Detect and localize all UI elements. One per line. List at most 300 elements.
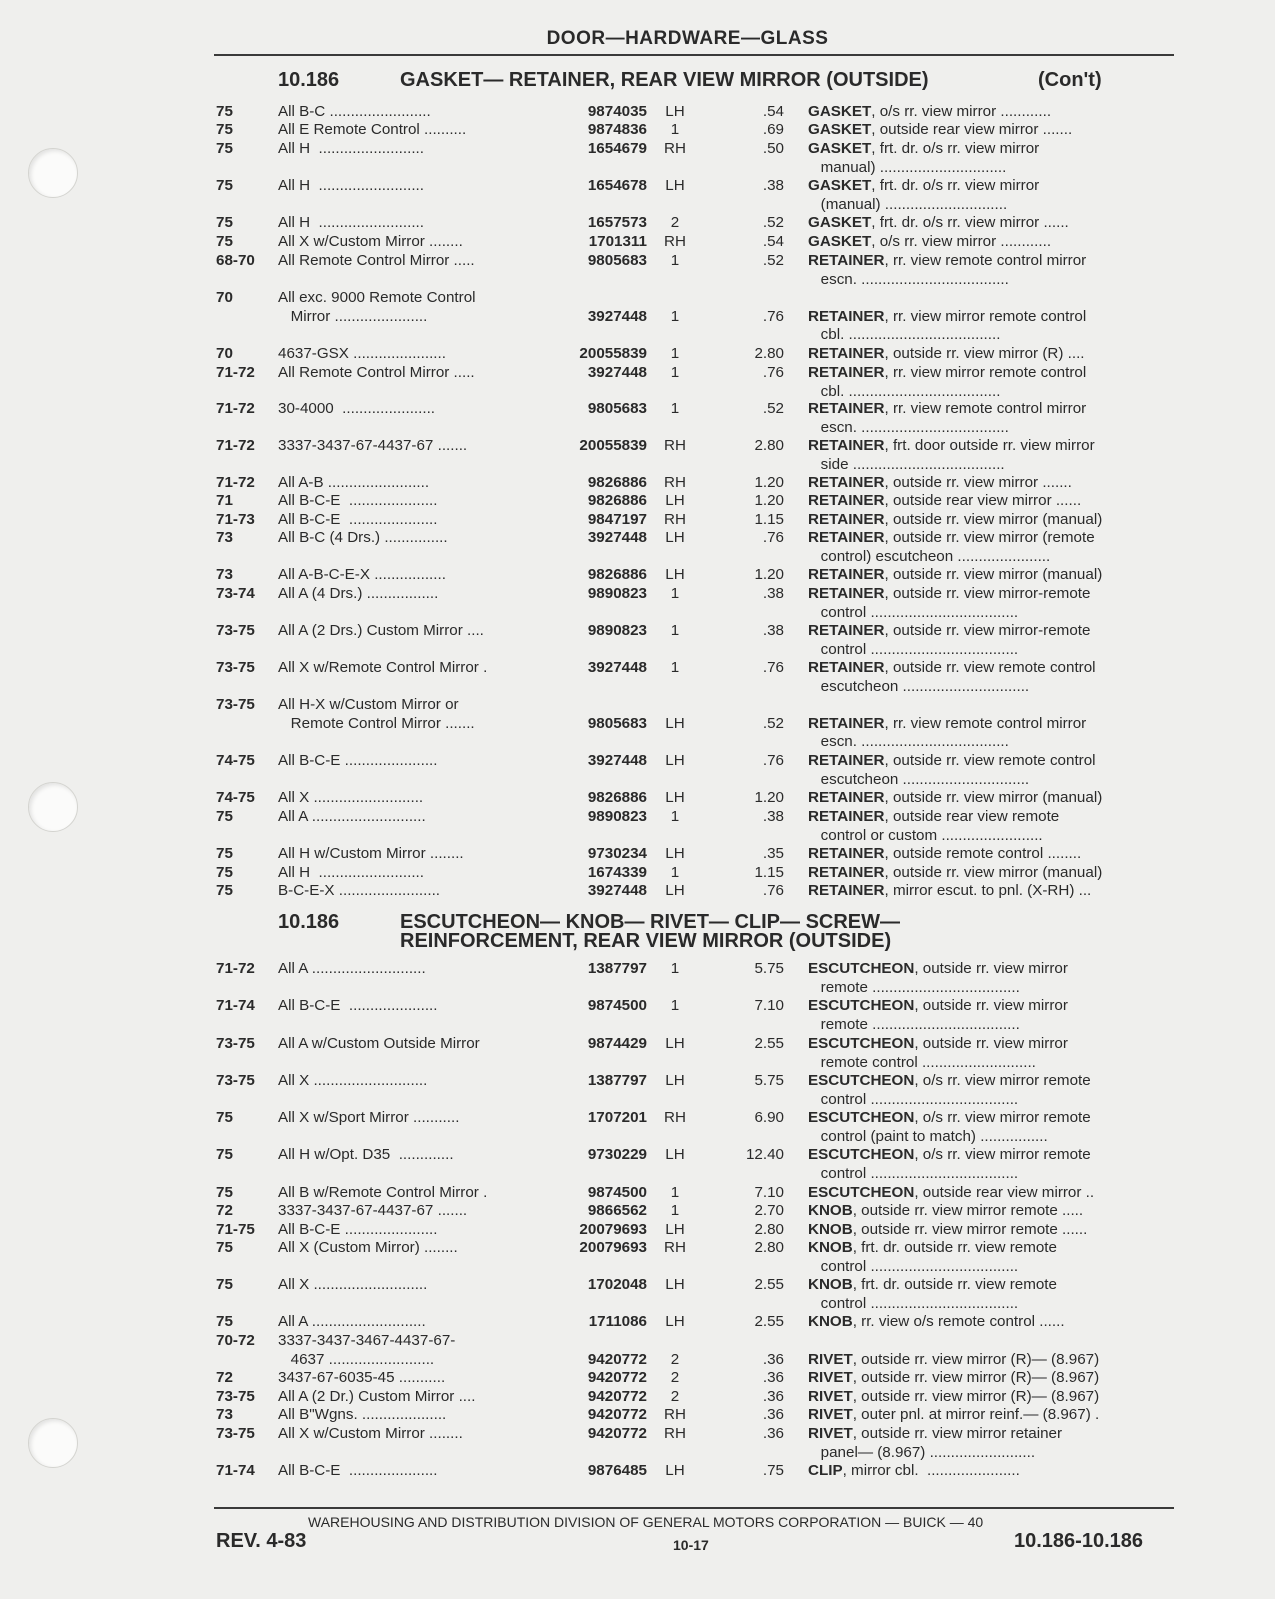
part-number: 9805683 — [587, 400, 647, 417]
application-text: All X w/Remote Control Mirror . — [278, 659, 488, 676]
part-number: 9420772 — [587, 1350, 647, 1368]
description-line: GASKET, o/s rr. view mirror ............ — [808, 233, 1052, 250]
quantity: 2 — [670, 214, 680, 231]
part-number: 9866562 — [587, 1202, 647, 1219]
application-text: All H-X w/Custom Mirror or — [278, 696, 459, 713]
part-number: 9730229 — [587, 1146, 647, 1163]
application-text: All X (Custom Mirror) ........ — [278, 1239, 458, 1256]
application-text: 3337-3437-67-4437-67 ....... — [278, 1202, 468, 1219]
description-line: KNOB, rr. view o/s remote control ...... — [808, 1313, 1065, 1330]
part-number: 9890823 — [587, 808, 647, 825]
model-year: 68-70 — [216, 252, 255, 269]
part-number: 9874035 — [587, 103, 647, 120]
price: 1.20 — [754, 789, 784, 806]
quantity: LH — [665, 845, 685, 862]
part-number: 1702048 — [587, 1276, 647, 1293]
model-year: 75 — [216, 121, 233, 138]
part-number: 3927448 — [587, 364, 647, 381]
quantity: LH — [665, 1072, 685, 1089]
price: .54 — [762, 233, 784, 250]
description-line: escn. ................................... — [808, 733, 1009, 750]
description-line: RETAINER, outside rr. view mirror-remote — [808, 585, 1091, 602]
description-line: control ................................... — [808, 640, 1019, 658]
part-number: 9420772 — [587, 1388, 647, 1405]
price: .76 — [762, 364, 784, 381]
section-number: 10.186 — [278, 69, 340, 91]
description-line: KNOB, frt. dr. outside rr. view remote — [808, 1239, 1057, 1256]
description-line: RETAINER, frt. door outside rr. view mirror — [808, 437, 1095, 454]
model-year: 71-74 — [216, 1462, 255, 1479]
description-line: GASKET, o/s rr. view mirror ............ — [808, 103, 1052, 120]
model-year: 75 — [216, 233, 233, 250]
model-year: 73-75 — [216, 1035, 255, 1052]
description-line: RIVET, outside rr. view mirror (R)— (8.967) — [808, 1369, 1100, 1386]
description-line: escn. ................................... — [808, 418, 1009, 436]
price: .52 — [762, 252, 784, 269]
description-line: RIVET, outer pnl. at mirror reinf.— (8.967) . — [808, 1406, 1100, 1423]
description-line: cbl. .................................... — [808, 382, 1001, 400]
price: 2.80 — [754, 1221, 784, 1238]
description-line: RETAINER, rr. view mirror remote control — [808, 307, 1087, 325]
part-number: 20055839 — [579, 345, 647, 362]
model-year: 75 — [216, 1313, 233, 1330]
footer-page-number: 10-17 — [673, 1537, 709, 1553]
punch-hole-top — [28, 148, 78, 198]
part-number: 1387797 — [587, 1072, 647, 1089]
footer-section-range: 10.186-10.186 — [1014, 1530, 1144, 1552]
model-year: 75 — [216, 214, 233, 231]
model-year: 71-72 — [216, 400, 255, 417]
description-line: RETAINER, outside rr. view mirror (manual) — [808, 511, 1103, 528]
model-year: 75 — [216, 1146, 233, 1163]
quantity: 1 — [670, 960, 680, 977]
part-number: 20055839 — [579, 437, 647, 454]
application-text: Mirror ...................... — [278, 307, 428, 325]
application-text: All A ........................... — [278, 1313, 426, 1330]
application-text: All B-C ........................ — [278, 103, 431, 120]
quantity: LH — [665, 1313, 685, 1330]
part-number: 9826886 — [587, 566, 647, 583]
part-number: 1654678 — [587, 177, 647, 194]
footer-revision: REV. 4-83 — [216, 1530, 307, 1552]
footer-rule — [214, 1507, 1174, 1509]
price: 2.70 — [754, 1202, 784, 1219]
price: .76 — [762, 529, 784, 546]
quantity: LH — [665, 566, 685, 583]
application-text: All A-B ........................ — [278, 474, 430, 491]
punch-hole-bottom — [28, 1418, 78, 1468]
application-text: 4637 ......................... — [278, 1350, 435, 1368]
part-number: 9874500 — [587, 1184, 647, 1201]
price: .38 — [762, 177, 784, 194]
description-line: RETAINER, rr. view remote control mirror — [808, 252, 1087, 269]
description-line: control or custom ........................ — [808, 826, 1043, 844]
description-line: (manual) ............................. — [808, 195, 1008, 213]
quantity: RH — [664, 140, 686, 157]
price: 1.15 — [754, 511, 784, 528]
part-number: 1387797 — [587, 960, 647, 977]
model-year: 73-75 — [216, 1425, 255, 1442]
price: 7.10 — [754, 997, 784, 1014]
model-year: 73-74 — [216, 585, 255, 602]
application-text: All A (4 Drs.) ................. — [278, 585, 439, 602]
quantity: 2 — [670, 1369, 680, 1386]
model-year: 71-72 — [216, 437, 255, 454]
description-line: ESCUTCHEON, o/s rr. view mirror remote — [808, 1109, 1091, 1126]
application-text: All B-C (4 Drs.) ............... — [278, 529, 448, 546]
part-number: 3927448 — [587, 882, 647, 899]
price: .76 — [762, 659, 784, 676]
description-line: remote ................................... — [808, 978, 1020, 996]
quantity: 1 — [670, 808, 680, 825]
model-year: 75 — [216, 103, 233, 120]
application-text: All exc. 9000 Remote Control — [278, 289, 476, 306]
quantity: LH — [665, 714, 685, 732]
price: 5.75 — [754, 1072, 784, 1089]
description-line: control ................................... — [808, 603, 1019, 621]
application-text: All A-B-C-E-X ................. — [278, 566, 446, 583]
price: .76 — [762, 307, 784, 325]
description-line: escn. ................................... — [808, 270, 1009, 288]
model-year: 73-75 — [216, 1072, 255, 1089]
description-line: RETAINER, outside rr. view mirror (manual) — [808, 789, 1103, 806]
section-title-line: GASKET— RETAINER, REAR VIEW MIRROR (OUTSIDE) — [400, 69, 929, 91]
model-year: 71-72 — [216, 960, 255, 977]
description-line: ESCUTCHEON, outside rr. view mirror — [808, 997, 1068, 1014]
application-text: All X ........................... — [278, 1072, 428, 1089]
description-line: RETAINER, outside rr. view remote control — [808, 752, 1096, 769]
description-line: ESCUTCHEON, outside rr. view mirror — [808, 1035, 1068, 1052]
part-number: 1657573 — [587, 214, 647, 231]
price: .36 — [762, 1388, 784, 1405]
application-text: 30-4000 ...................... — [278, 400, 436, 417]
model-year: 71-75 — [216, 1221, 255, 1238]
part-number: 20079693 — [579, 1239, 647, 1256]
part-number: 9874500 — [587, 997, 647, 1014]
description-line: RETAINER, rr. view remote control mirror — [808, 400, 1087, 417]
quantity: LH — [665, 1462, 685, 1479]
price: .35 — [762, 845, 784, 862]
quantity: 1 — [670, 864, 680, 881]
description-line: control ................................... — [808, 1164, 1019, 1182]
price: 1.20 — [754, 566, 784, 583]
part-number: 9876485 — [587, 1462, 647, 1479]
price: .54 — [762, 103, 784, 120]
part-number: 9730234 — [587, 845, 647, 862]
price: .38 — [762, 585, 784, 602]
quantity: RH — [664, 1425, 686, 1442]
section-title-line: ESCUTCHEON— KNOB— RIVET— CLIP— SCREW— — [400, 911, 901, 933]
quantity: 1 — [670, 1184, 680, 1201]
description-line: RIVET, outside rr. view mirror (R)— (8.967) — [808, 1350, 1100, 1368]
quantity: LH — [665, 177, 685, 194]
price: .75 — [762, 1462, 784, 1479]
description-line: GASKET, frt. dr. o/s rr. view mirror — [808, 140, 1040, 157]
model-year: 72 — [216, 1369, 233, 1386]
description-line: KNOB, frt. dr. outside rr. view remote — [808, 1276, 1057, 1293]
model-year: 73-75 — [216, 622, 255, 639]
section-continued: (Con't) — [1038, 69, 1102, 91]
description-line: GASKET, outside rear view mirror ....... — [808, 121, 1073, 138]
description-line: cbl. .................................... — [808, 326, 1001, 343]
quantity: 1 — [670, 364, 680, 381]
description-line: RETAINER, outside rr. view mirror (manual) — [808, 566, 1103, 583]
description-line: remote ................................... — [808, 1015, 1020, 1033]
description-line: KNOB, outside rr. view mirror remote ...... — [808, 1221, 1088, 1238]
part-number: 9420772 — [587, 1406, 647, 1423]
part-number: 9890823 — [587, 585, 647, 602]
description-line: RETAINER, rr. view mirror remote control — [808, 364, 1087, 381]
quantity: LH — [665, 789, 685, 806]
price: .36 — [762, 1406, 784, 1423]
application-text: All A w/Custom Outside Mirror — [278, 1035, 480, 1052]
footer-division-text: WAREHOUSING AND DISTRIBUTION DIVISION OF GENERAL MOTORS CORPORATION — BUICK — 40 — [308, 1514, 984, 1530]
part-number: 1701311 — [588, 233, 647, 250]
page-title: DOOR—HARDWARE—GLASS — [546, 28, 829, 49]
model-year: 70 — [216, 289, 233, 306]
model-year: 75 — [216, 864, 233, 881]
description-line: RETAINER, outside rear view remote — [808, 808, 1060, 825]
quantity: 1 — [670, 1202, 680, 1219]
application-text: All B-C-E ..................... — [278, 997, 438, 1014]
quantity: LH — [665, 1146, 685, 1163]
part-number: 9847197 — [587, 511, 647, 528]
model-year: 71-72 — [216, 474, 255, 491]
model-year: 70 — [216, 345, 233, 362]
description-line: RETAINER, rr. view remote control mirror — [808, 714, 1087, 732]
quantity: LH — [665, 1276, 685, 1293]
part-number: 9874836 — [587, 121, 647, 138]
price: 12.40 — [745, 1146, 784, 1163]
quantity: RH — [664, 1109, 686, 1126]
description-line: control (paint to match) ................ — [808, 1127, 1048, 1145]
quantity: LH — [665, 752, 685, 769]
description-line: RIVET, outside rr. view mirror retainer — [808, 1425, 1063, 1442]
model-year: 75 — [216, 845, 233, 862]
application-text: B-C-E-X ........................ — [278, 882, 441, 899]
application-text: All Remote Control Mirror ..... — [278, 252, 475, 269]
application-text: All B w/Remote Control Mirror . — [278, 1184, 488, 1201]
quantity: RH — [664, 1406, 686, 1423]
application-text: All H ......................... — [278, 864, 424, 881]
model-year: 75 — [216, 1184, 233, 1201]
price: 2.55 — [754, 1313, 784, 1330]
description-line: GASKET, frt. dr. o/s rr. view mirror ...... — [808, 214, 1069, 231]
description-line: control) escutcheon ...................... — [808, 547, 1051, 565]
model-year: 75 — [216, 808, 233, 825]
price: 2.80 — [754, 1239, 784, 1256]
part-number: 9420772 — [587, 1369, 647, 1386]
application-text: 4637-GSX ...................... — [278, 345, 446, 362]
model-year: 73 — [216, 1406, 233, 1423]
application-text: All Remote Control Mirror ..... — [278, 364, 475, 381]
description-line: ESCUTCHEON, outside rear view mirror .. — [808, 1184, 1095, 1201]
quantity: LH — [665, 1035, 685, 1052]
application-text: 3337-3437-67-4437-67 ....... — [278, 437, 468, 454]
part-number: 9805683 — [587, 252, 647, 269]
application-text: 3337-3437-3467-4437-67- — [278, 1332, 456, 1349]
part-number: 9805683 — [587, 714, 647, 732]
description-line: control ................................... — [808, 1294, 1019, 1312]
application-text: All B-C-E ..................... — [278, 1462, 438, 1479]
application-text: All B-C-E ..................... — [278, 492, 438, 509]
application-text: All B-C-E ..................... — [278, 511, 438, 528]
price: .52 — [762, 400, 784, 417]
price: 7.10 — [754, 1184, 784, 1201]
model-year: 71 — [216, 492, 233, 509]
description-line: remote control ........................... — [808, 1053, 1036, 1071]
quantity: LH — [665, 529, 685, 546]
model-year: 73-75 — [216, 659, 255, 676]
description-line: RETAINER, outside rr. view mirror (remote — [808, 529, 1095, 546]
model-year: 74-75 — [216, 752, 255, 769]
application-text: All H w/Opt. D35 ............. — [278, 1146, 454, 1163]
model-year: 71-74 — [216, 997, 255, 1014]
price: .69 — [762, 121, 784, 138]
price: .76 — [762, 752, 784, 769]
part-number: 3927448 — [587, 659, 647, 676]
model-year: 72 — [216, 1202, 233, 1219]
quantity: 1 — [670, 400, 680, 417]
application-text: All B"Wgns. .................... — [278, 1406, 447, 1423]
application-text: All X .......................... — [278, 789, 424, 806]
price: 2.80 — [754, 437, 784, 454]
price: .36 — [762, 1350, 784, 1368]
model-year: 75 — [216, 1239, 233, 1256]
quantity: LH — [665, 1221, 685, 1238]
model-year: 75 — [216, 1109, 233, 1126]
description-line: escutcheon .............................. — [808, 770, 1030, 788]
description-line: ESCUTCHEON, o/s rr. view mirror remote — [808, 1072, 1091, 1089]
quantity: RH — [664, 437, 686, 454]
quantity: 2 — [670, 1388, 680, 1405]
quantity: RH — [664, 511, 686, 528]
application-text: All A ........................... — [278, 960, 426, 977]
quantity: 2 — [670, 1350, 680, 1368]
part-number: 1674339 — [587, 864, 647, 881]
quantity: LH — [665, 103, 685, 120]
header-rule — [214, 54, 1174, 56]
price: 5.75 — [754, 960, 784, 977]
price: .50 — [762, 140, 784, 157]
quantity: RH — [664, 474, 686, 491]
part-number: 3927448 — [587, 307, 647, 325]
model-year: 75 — [216, 882, 233, 899]
application-text: All H ......................... — [278, 140, 424, 157]
description-line: RETAINER, mirror escut. to pnl. (X-RH) ... — [808, 882, 1092, 899]
price: .38 — [762, 808, 784, 825]
application-text: All H w/Custom Mirror ........ — [278, 845, 464, 862]
part-number: 1711086 — [588, 1313, 647, 1330]
quantity: 1 — [670, 585, 680, 602]
model-year: 73-75 — [216, 696, 255, 713]
description-line: RETAINER, outside rr. view mirror (manual) — [808, 864, 1103, 881]
model-year: 75 — [216, 177, 233, 194]
part-number: 9826886 — [587, 789, 647, 806]
part-number: 3927448 — [587, 529, 647, 546]
application-text: All X ........................... — [278, 1276, 428, 1293]
price: 2.80 — [754, 345, 784, 362]
part-number: 9890823 — [587, 622, 647, 639]
model-year: 75 — [216, 140, 233, 157]
part-number: 9420772 — [587, 1425, 647, 1442]
model-year: 75 — [216, 1276, 233, 1293]
punch-hole-middle — [28, 782, 78, 832]
price: 6.90 — [754, 1109, 784, 1126]
model-year: 71-73 — [216, 511, 255, 528]
price: .36 — [762, 1425, 784, 1442]
application-text: All B-C-E ...................... — [278, 752, 438, 769]
description-line: RETAINER, outside rr. view mirror-remote — [808, 622, 1091, 639]
application-text: All H ......................... — [278, 177, 424, 194]
price: 2.55 — [754, 1035, 784, 1052]
model-year: 74-75 — [216, 789, 255, 806]
price: .52 — [762, 714, 784, 732]
application-text: All A (2 Drs.) Custom Mirror .... — [278, 622, 484, 639]
price: 1.15 — [754, 864, 784, 881]
application-text: 3437-67-6035-45 ........... — [278, 1369, 446, 1386]
application-text: All A (2 Dr.) Custom Mirror .... — [278, 1388, 476, 1405]
quantity: 1 — [670, 997, 680, 1014]
description-line: CLIP, mirror cbl. ...................... — [808, 1462, 1020, 1479]
section-title-line: REINFORCEMENT, REAR VIEW MIRROR (OUTSIDE) — [400, 930, 892, 952]
part-number: 9826886 — [587, 492, 647, 509]
application-text: All B-C-E ...................... — [278, 1221, 438, 1238]
description-line: RETAINER, outside rr. view mirror ....... — [808, 474, 1072, 491]
part-number: 1654679 — [587, 140, 647, 157]
model-year: 73 — [216, 566, 233, 583]
quantity: LH — [665, 492, 685, 509]
application-text: All E Remote Control .......... — [278, 121, 467, 138]
model-year: 70-72 — [216, 1332, 255, 1349]
description-line: side .................................... — [808, 455, 1005, 473]
price: 1.20 — [754, 492, 784, 509]
section-number: 10.186 — [278, 911, 340, 933]
quantity: 1 — [670, 121, 680, 138]
description-line: control ................................... — [808, 1257, 1019, 1275]
quantity: 1 — [670, 622, 680, 639]
description-line: RETAINER, outside rear view mirror ...... — [808, 492, 1082, 509]
description-line: RETAINER, outside rr. view remote control — [808, 659, 1096, 676]
price: .76 — [762, 882, 784, 899]
description-line: control ................................... — [808, 1090, 1019, 1108]
description-line: KNOB, outside rr. view mirror remote ..... — [808, 1202, 1084, 1219]
quantity: LH — [665, 882, 685, 899]
quantity: 1 — [670, 345, 680, 362]
description-line: GASKET, frt. dr. o/s rr. view mirror — [808, 177, 1040, 194]
part-number: 9874429 — [587, 1035, 647, 1052]
application-text: All A ........................... — [278, 808, 426, 825]
part-number: 20079693 — [579, 1221, 647, 1238]
model-year: 71-72 — [216, 364, 255, 381]
description-line: RIVET, outside rr. view mirror (R)— (8.967) — [808, 1388, 1100, 1405]
description-line: panel— (8.967) ......................... — [808, 1443, 1036, 1461]
quantity: 1 — [670, 307, 680, 325]
price: 1.20 — [754, 474, 784, 491]
description-line: manual) .............................. — [808, 158, 1007, 176]
part-number: 9826886 — [587, 474, 647, 491]
description-line: RETAINER, outside rr. view mirror (R) .... — [808, 345, 1085, 362]
part-number: 3927448 — [587, 752, 647, 769]
price: .38 — [762, 622, 784, 639]
model-year: 73-75 — [216, 1388, 255, 1405]
part-number: 1707201 — [587, 1109, 647, 1126]
quantity: RH — [664, 1239, 686, 1256]
application-text: All X w/Custom Mirror ........ — [278, 1425, 463, 1442]
quantity: RH — [664, 233, 686, 250]
price: .52 — [762, 214, 784, 231]
description-line: ESCUTCHEON, outside rr. view mirror — [808, 960, 1068, 977]
